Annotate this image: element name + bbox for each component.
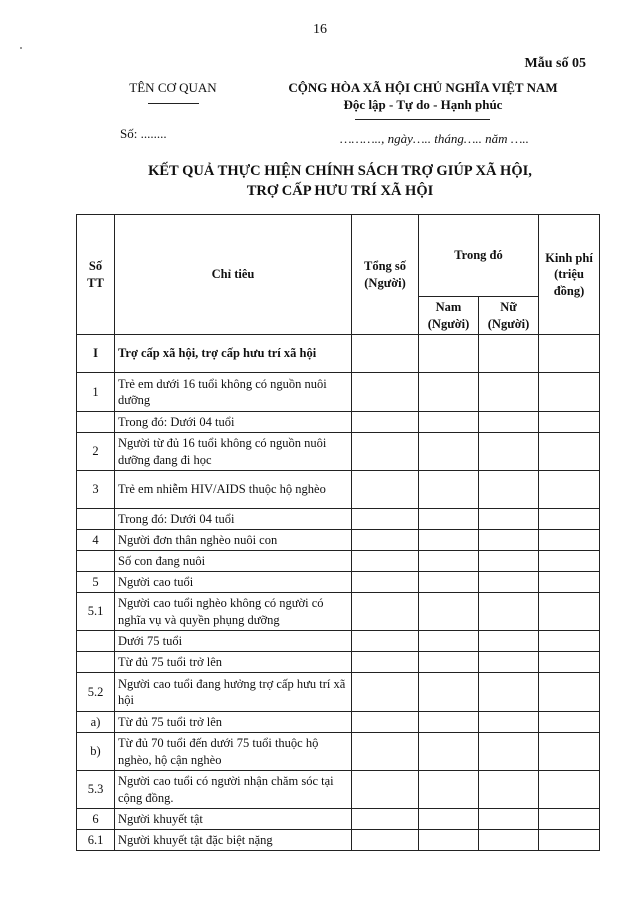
cell-female bbox=[479, 551, 539, 572]
table-row bbox=[77, 631, 600, 652]
cell-female bbox=[479, 733, 539, 771]
row-stt bbox=[77, 631, 115, 652]
report-subtitle: TRỢ CẤP HƯU TRÍ XÃ HỘI bbox=[246, 183, 434, 199]
cell-male bbox=[419, 712, 479, 733]
cell-female bbox=[479, 373, 539, 412]
cell-male bbox=[419, 572, 479, 593]
row-label: Người khuyết tật bbox=[115, 809, 352, 830]
table-row bbox=[77, 652, 600, 673]
cell-female bbox=[479, 830, 539, 851]
row-label: Người cao tuổi bbox=[115, 572, 352, 593]
row-stt: b) bbox=[77, 733, 115, 771]
header-of-which: Trong đó bbox=[419, 215, 539, 297]
row-stt: 5.1 bbox=[77, 593, 115, 631]
header-budget: Kinh phí (triệu đồng) bbox=[539, 215, 600, 335]
row-label: Số con đang nuôi bbox=[115, 551, 352, 572]
cell-budget bbox=[539, 471, 600, 509]
table-row bbox=[77, 712, 600, 733]
row-label: Trẻ em nhiễm HIV/AIDS thuộc hộ nghèo bbox=[115, 471, 352, 509]
cell-total bbox=[352, 572, 419, 593]
cell-female bbox=[479, 631, 539, 652]
cell-male bbox=[419, 673, 479, 712]
cell-total bbox=[352, 471, 419, 509]
cell-budget bbox=[539, 509, 600, 530]
report-table bbox=[76, 214, 600, 851]
cell-female bbox=[479, 433, 539, 471]
cell-budget bbox=[539, 733, 600, 771]
cell-male bbox=[419, 809, 479, 830]
cell-male bbox=[419, 335, 479, 373]
cell-male bbox=[419, 509, 479, 530]
cell-budget bbox=[539, 809, 600, 830]
table-row bbox=[77, 572, 600, 593]
header-female: Nữ (Người) bbox=[479, 297, 539, 335]
row-stt: 6.1 bbox=[77, 830, 115, 851]
row-label: Người khuyết tật đặc biệt nặng bbox=[115, 830, 352, 851]
header-total: Tổng số (Người) bbox=[352, 215, 419, 335]
cell-female bbox=[479, 412, 539, 433]
row-stt: 4 bbox=[77, 530, 115, 551]
cell-total bbox=[352, 652, 419, 673]
table-row bbox=[77, 509, 600, 530]
row-stt: 5.3 bbox=[77, 771, 115, 809]
cell-female bbox=[479, 593, 539, 631]
row-stt bbox=[77, 551, 115, 572]
cell-female bbox=[479, 572, 539, 593]
row-label: Dưới 75 tuổi bbox=[115, 631, 352, 652]
row-label: Trong đó: Dưới 04 tuổi bbox=[115, 509, 352, 530]
cell-total bbox=[352, 412, 419, 433]
document-number: Số: ........ bbox=[120, 126, 167, 141]
cell-budget bbox=[539, 551, 600, 572]
row-label: Người cao tuổi có người nhận chăm sóc tại cộng đồng. bbox=[115, 771, 352, 809]
cell-total bbox=[352, 771, 419, 809]
cell-male bbox=[419, 593, 479, 631]
cell-male bbox=[419, 471, 479, 509]
cell-male bbox=[419, 373, 479, 412]
cell-budget bbox=[539, 673, 600, 712]
table-row bbox=[77, 471, 600, 509]
row-stt: 2 bbox=[77, 433, 115, 471]
cell-total bbox=[352, 830, 419, 851]
table-row bbox=[77, 433, 600, 471]
table-row bbox=[77, 530, 600, 551]
table-row bbox=[77, 830, 600, 851]
header-male: Nam (Người) bbox=[419, 297, 479, 335]
cell-female bbox=[479, 712, 539, 733]
table-row bbox=[77, 673, 600, 712]
cell-male bbox=[419, 433, 479, 471]
cell-male bbox=[419, 771, 479, 809]
row-label: Trong đó: Dưới 04 tuổi bbox=[115, 412, 352, 433]
table-row bbox=[77, 335, 600, 373]
cell-budget bbox=[539, 572, 600, 593]
cell-male bbox=[419, 830, 479, 851]
row-label: Từ đủ 75 tuổi trở lên bbox=[115, 712, 352, 733]
cell-total bbox=[352, 733, 419, 771]
cell-female bbox=[479, 335, 539, 373]
row-label: Người đơn thân nghèo nuôi con bbox=[115, 530, 352, 551]
cell-total bbox=[352, 712, 419, 733]
cell-male bbox=[419, 530, 479, 551]
row-stt: a) bbox=[77, 712, 115, 733]
table-row bbox=[77, 551, 600, 572]
table-body bbox=[77, 335, 600, 851]
row-label: Người cao tuổi đang hưởng trợ cấp hưu trí xã hội bbox=[115, 673, 352, 712]
row-stt bbox=[77, 652, 115, 673]
cell-budget bbox=[539, 412, 600, 433]
cell-budget bbox=[539, 652, 600, 673]
row-label: Từ đủ 70 tuổi đến dưới 75 tuổi thuộc hộ nghèo, hộ cận nghèo bbox=[115, 733, 352, 771]
agency-label: TÊN CƠ QUAN bbox=[129, 80, 217, 95]
row-label: Từ đủ 75 tuổi trở lên bbox=[115, 652, 352, 673]
cell-male bbox=[419, 412, 479, 433]
table-row bbox=[77, 809, 600, 830]
cell-male bbox=[419, 733, 479, 771]
nation-header: CỘNG HÒA XÃ HỘI CHỦ NGHĨA VIỆT NAM bbox=[288, 80, 558, 95]
cell-total bbox=[352, 530, 419, 551]
cell-budget bbox=[539, 631, 600, 652]
cell-budget bbox=[539, 712, 600, 733]
cell-budget bbox=[539, 373, 600, 412]
cell-female bbox=[479, 809, 539, 830]
row-stt: 6 bbox=[77, 809, 115, 830]
row-stt: 5.2 bbox=[77, 673, 115, 712]
cell-female bbox=[479, 673, 539, 712]
row-stt bbox=[77, 509, 115, 530]
page-number: 16 bbox=[313, 22, 327, 37]
cell-budget bbox=[539, 530, 600, 551]
cell-total bbox=[352, 373, 419, 412]
motto: Độc lập - Tự do - Hạnh phúc bbox=[343, 97, 503, 112]
cell-total bbox=[352, 593, 419, 631]
table-row bbox=[77, 771, 600, 809]
report-title: KẾT QUẢ THỰC HIỆN CHÍNH SÁCH TRỢ GIÚP XÃ HỘI, bbox=[148, 163, 532, 179]
table-row bbox=[77, 593, 600, 631]
cell-total bbox=[352, 551, 419, 572]
header-stt: Số TT bbox=[77, 215, 115, 335]
table-row bbox=[77, 373, 600, 412]
row-label: Trợ cấp xã hội, trợ cấp hưu trí xã hội bbox=[115, 335, 352, 373]
cell-budget bbox=[539, 335, 600, 373]
agency-underline bbox=[148, 103, 199, 104]
row-stt: 1 bbox=[77, 373, 115, 412]
cell-total bbox=[352, 631, 419, 652]
row-stt: 5 bbox=[77, 572, 115, 593]
cell-total bbox=[352, 509, 419, 530]
row-label: Người cao tuổi nghèo không có người có nghĩa vụ và quyền phụng dưỡng bbox=[115, 593, 352, 631]
form-code: Mẫu số 05 bbox=[524, 56, 586, 71]
motto-underline bbox=[355, 119, 490, 120]
cell-budget bbox=[539, 433, 600, 471]
header-indicator: Chỉ tiêu bbox=[115, 215, 352, 335]
cell-total bbox=[352, 433, 419, 471]
row-label: Trẻ em dưới 16 tuổi không có nguồn nuôi dưỡng bbox=[115, 373, 352, 412]
cell-total bbox=[352, 335, 419, 373]
row-stt bbox=[77, 412, 115, 433]
table-row bbox=[77, 412, 600, 433]
cell-budget bbox=[539, 830, 600, 851]
cell-male bbox=[419, 551, 479, 572]
cell-male bbox=[419, 631, 479, 652]
cell-female bbox=[479, 530, 539, 551]
cell-female bbox=[479, 509, 539, 530]
row-stt: I bbox=[77, 335, 115, 373]
cell-female bbox=[479, 771, 539, 809]
cell-female bbox=[479, 471, 539, 509]
date-line: ……….., ngày….. tháng….. năm ….. bbox=[340, 131, 529, 146]
cell-female bbox=[479, 652, 539, 673]
scan-dot bbox=[20, 47, 22, 49]
cell-budget bbox=[539, 593, 600, 631]
table-row bbox=[77, 733, 600, 771]
cell-male bbox=[419, 652, 479, 673]
cell-total bbox=[352, 809, 419, 830]
row-stt: 3 bbox=[77, 471, 115, 509]
cell-total bbox=[352, 673, 419, 712]
cell-budget bbox=[539, 771, 600, 809]
row-label: Người từ đủ 16 tuổi không có nguồn nuôi dưỡng đang đi học bbox=[115, 433, 352, 471]
